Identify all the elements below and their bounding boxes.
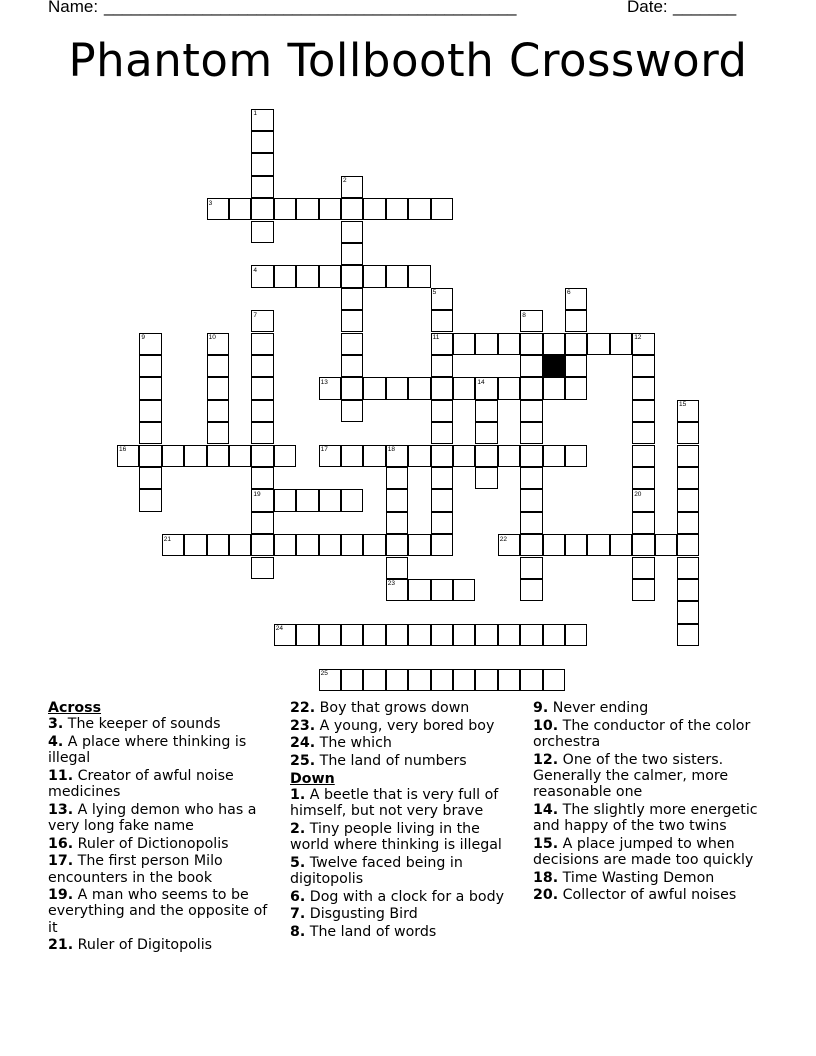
clue-text: A place jumped to when decisions are made too quickly (533, 835, 754, 868)
grid-cell[interactable] (498, 377, 520, 399)
grid-cell[interactable] (341, 445, 363, 467)
clue-number: 17. (48, 853, 74, 870)
clue-number-label: 14 (477, 378, 485, 386)
grid-cell[interactable] (632, 557, 654, 579)
clue-number: 2. (290, 820, 306, 837)
date-label: Date: (627, 0, 668, 16)
clue-number: 13. (48, 801, 74, 818)
clue-number: 25. (290, 753, 316, 770)
grid-cell[interactable] (341, 624, 363, 646)
clue-number-label: 19 (253, 490, 261, 498)
grid-cell[interactable] (632, 512, 654, 534)
clue-item (290, 821, 522, 853)
clue-item (533, 718, 773, 750)
grid-cell[interactable] (632, 534, 654, 556)
clue-number-label: 9 (141, 334, 146, 341)
clue-text: A young, very bored boy (315, 717, 495, 734)
across-clue-list-2 (290, 700, 522, 769)
grid-cell[interactable] (319, 489, 341, 511)
clue-text: Ruler of Dictionopolis (73, 835, 229, 852)
clue-number: 14. (533, 801, 559, 818)
clue-number-label: 25 (320, 670, 328, 677)
grid-cell[interactable] (431, 377, 453, 399)
grid-cell[interactable] (184, 534, 206, 556)
clue-number: 1. (290, 787, 306, 804)
name-field[interactable]: ______________________________________________ (104, 0, 516, 16)
grid-cell[interactable] (408, 445, 430, 467)
clue-item (290, 787, 522, 819)
clues-column-3 (533, 700, 773, 905)
clue-text: The conductor of the color orchestra (533, 717, 751, 750)
clue-item (533, 870, 773, 886)
grid-cell[interactable] (565, 445, 587, 467)
grid-cell[interactable] (251, 445, 273, 467)
grid-cell[interactable] (632, 467, 654, 489)
clue-text: Creator of awful noise medicines (48, 767, 234, 801)
grid-cell[interactable] (453, 333, 475, 355)
clue-number: 20. (533, 887, 559, 904)
grid-cell[interactable] (363, 198, 385, 220)
clue-item (48, 937, 280, 953)
clue-number: 6. (290, 888, 306, 905)
grid-cell[interactable] (386, 669, 408, 691)
grid-cell[interactable] (520, 669, 542, 691)
grid-cell[interactable] (207, 400, 229, 422)
grid-cell[interactable] (251, 221, 273, 243)
grid-cell[interactable] (565, 310, 587, 332)
grid-cell[interactable] (274, 265, 296, 287)
grid-cell[interactable] (363, 265, 385, 287)
grid-cell[interactable] (319, 534, 341, 556)
grid-cell[interactable] (363, 377, 385, 399)
grid-cell[interactable] (475, 669, 497, 691)
grid-cell[interactable] (431, 624, 453, 646)
grid-cell[interactable] (610, 333, 632, 355)
grid-cell[interactable] (520, 377, 542, 399)
grid-cell[interactable] (587, 534, 609, 556)
grid-cell[interactable] (453, 445, 475, 467)
name-label: Name: (48, 0, 99, 16)
grid-cell[interactable] (565, 377, 587, 399)
clue-number-label: 13 (320, 378, 328, 386)
grid-cell[interactable] (453, 624, 475, 646)
clue-number: 23. (290, 717, 316, 734)
clue-number-label: 2 (343, 177, 347, 185)
grid-cell[interactable] (386, 467, 408, 489)
grid-cell[interactable] (341, 400, 363, 422)
grid-cell[interactable] (207, 422, 229, 444)
clue-number: 4. (48, 733, 64, 750)
grid-cell[interactable] (251, 377, 273, 399)
grid-cell[interactable] (498, 445, 520, 467)
clue-number-label: 7 (253, 311, 258, 319)
grid-cell[interactable] (498, 333, 520, 355)
clue-item (48, 716, 280, 732)
grid-cell[interactable] (498, 624, 520, 646)
grid-cell[interactable] (677, 422, 699, 444)
clue-item (290, 855, 522, 887)
clue-number-label: 24 (275, 625, 284, 633)
grid-cell[interactable] (251, 512, 273, 534)
grid-cell[interactable] (386, 265, 408, 287)
clue-number-label: 6 (567, 289, 571, 297)
clue-text: Boy that grows down (315, 700, 470, 716)
grid-cell[interactable] (363, 445, 385, 467)
grid-cell[interactable] (632, 377, 654, 399)
down-clue-list-1 (290, 787, 522, 940)
grid-cell[interactable] (520, 512, 542, 534)
grid-cell[interactable] (319, 265, 341, 287)
clue-item (290, 924, 522, 940)
grid-cell[interactable] (341, 534, 363, 556)
grid-cell[interactable] (296, 198, 318, 220)
grid-cell[interactable] (677, 445, 699, 467)
grid-cell[interactable] (139, 445, 161, 467)
grid-cell[interactable] (565, 534, 587, 556)
grid-cell[interactable] (296, 534, 318, 556)
grid-cell[interactable] (251, 467, 273, 489)
black-square (543, 355, 565, 377)
clue-text: One of the two sisters. Generally the calmer, more reasonable one (533, 751, 729, 801)
clue-number: 18. (533, 869, 559, 886)
grid-cell[interactable] (229, 445, 251, 467)
clue-text: Collector of awful noises (558, 887, 737, 904)
grid-cell[interactable] (207, 355, 229, 377)
clue-number-label: 3 (208, 199, 213, 207)
grid-cell[interactable] (341, 310, 363, 332)
clue-item (290, 700, 522, 716)
clue-text: A place where thinking is illegal (48, 733, 247, 767)
grid-cell[interactable] (139, 355, 161, 377)
grid-cell[interactable] (386, 489, 408, 511)
clue-number: 16. (48, 835, 74, 852)
grid-cell[interactable] (251, 355, 273, 377)
grid-cell[interactable] (520, 355, 542, 377)
grid-cell[interactable] (408, 198, 430, 220)
grid-cell[interactable] (677, 467, 699, 489)
clue-number-label: 22 (499, 535, 508, 543)
clue-item (290, 753, 522, 769)
grid-cell[interactable] (431, 579, 453, 601)
grid-cell[interactable] (139, 489, 161, 511)
grid-cell[interactable] (341, 243, 363, 265)
clue-text: The keeper of sounds (63, 716, 221, 733)
grid-cell[interactable] (520, 534, 542, 556)
grid-cell[interactable] (565, 333, 587, 355)
clue-number-label: 11 (432, 334, 440, 341)
clue-item (533, 887, 773, 903)
grid-cell[interactable] (296, 624, 318, 646)
clue-number: 9. (533, 700, 549, 716)
clue-number-label: 1 (253, 110, 258, 117)
grid-cell[interactable] (498, 669, 520, 691)
grid-cell[interactable] (632, 422, 654, 444)
grid-cell[interactable] (431, 445, 453, 467)
grid-cell[interactable] (251, 176, 273, 198)
clue-number: 19. (48, 887, 74, 904)
grid-cell[interactable] (453, 669, 475, 691)
grid-cell[interactable] (520, 579, 542, 601)
grid-cell[interactable] (475, 422, 497, 444)
grid-cell[interactable] (274, 445, 296, 467)
grid-cell[interactable] (341, 288, 363, 310)
grid-cell[interactable] (251, 422, 273, 444)
grid-cell[interactable] (475, 445, 497, 467)
clue-item (290, 735, 522, 751)
clue-number: 8. (290, 924, 306, 941)
grid-cell[interactable] (251, 400, 273, 422)
grid-cell[interactable] (363, 669, 385, 691)
clue-text: Tiny people living in the world where thinking is illegal (290, 820, 502, 854)
grid-cell[interactable] (431, 355, 453, 377)
clue-number: 22. (290, 700, 316, 716)
grid-cell[interactable] (453, 377, 475, 399)
worksheet-header (48, 0, 788, 17)
grid-cell[interactable] (363, 624, 385, 646)
grid-cell[interactable] (162, 445, 184, 467)
clue-item (290, 906, 522, 922)
grid-cell[interactable] (632, 579, 654, 601)
grid-cell[interactable] (207, 445, 229, 467)
grid-cell[interactable] (543, 669, 565, 691)
grid-cell[interactable] (408, 534, 430, 556)
grid-cell[interactable] (677, 489, 699, 511)
grid-cell[interactable] (184, 445, 206, 467)
clue-item (533, 700, 773, 716)
clue-number: 5. (290, 854, 306, 871)
grid-cell[interactable] (139, 422, 161, 444)
down-heading: Down (290, 770, 335, 787)
grid-cell[interactable] (251, 333, 273, 355)
clue-number-label: 15 (679, 401, 687, 409)
clue-text: Never ending (548, 700, 649, 716)
grid-cell[interactable] (520, 624, 542, 646)
grid-cell[interactable] (610, 534, 632, 556)
clue-text: The land of words (305, 924, 437, 941)
grid-cell[interactable] (363, 534, 385, 556)
grid-cell[interactable] (296, 265, 318, 287)
grid-cell[interactable] (677, 579, 699, 601)
grid-cell[interactable] (139, 400, 161, 422)
grid-cell[interactable] (319, 198, 341, 220)
clue-item (48, 768, 280, 800)
grid-cell[interactable] (251, 198, 273, 220)
grid-cell[interactable] (475, 624, 497, 646)
grid-cell[interactable] (565, 624, 587, 646)
clue-text: A beetle that is very full of himself, but not very brave (290, 787, 499, 820)
grid-cell[interactable] (520, 489, 542, 511)
across-heading: Across (48, 700, 102, 716)
grid-cell[interactable] (431, 400, 453, 422)
page-title: Phantom Tollbooth Crossword (68, 34, 748, 87)
clue-item (533, 836, 773, 868)
clue-text: Twelve faced being in digitopolis (290, 854, 463, 888)
clue-number-label: 21 (163, 535, 172, 543)
grid-cell[interactable] (341, 333, 363, 355)
clue-number: 21. (48, 937, 74, 954)
grid-cell[interactable] (520, 422, 542, 444)
grid-cell[interactable] (431, 669, 453, 691)
clue-text: The first person Milo encounters in the book (48, 853, 223, 886)
grid-cell[interactable] (431, 534, 453, 556)
grid-cell[interactable] (475, 333, 497, 355)
clue-text: A lying demon who has a very long fake name (48, 801, 257, 834)
across-clue-list-1 (48, 716, 280, 953)
clue-item (48, 836, 280, 852)
clue-text: Time Wasting Demon (558, 869, 715, 886)
grid-cell[interactable] (207, 534, 229, 556)
grid-cell[interactable] (587, 333, 609, 355)
grid-cell[interactable] (677, 557, 699, 579)
grid-cell[interactable] (139, 377, 161, 399)
grid-cell[interactable] (543, 445, 565, 467)
clue-number: 10. (533, 717, 559, 734)
grid-cell[interactable] (431, 489, 453, 511)
grid-cell[interactable] (632, 445, 654, 467)
grid-cell[interactable] (677, 624, 699, 646)
grid-cell[interactable] (207, 377, 229, 399)
date-field[interactable]: _______ (673, 0, 736, 16)
clue-number: 7. (290, 906, 306, 923)
grid-cell[interactable] (386, 198, 408, 220)
grid-cell[interactable] (274, 534, 296, 556)
grid-cell[interactable] (386, 512, 408, 534)
clue-item (48, 734, 280, 766)
grid-cell[interactable] (341, 669, 363, 691)
grid-cell[interactable] (251, 131, 273, 153)
down-clue-list-2 (533, 700, 773, 903)
grid-cell[interactable] (341, 355, 363, 377)
grid-cell[interactable] (632, 400, 654, 422)
clue-number: 11. (48, 767, 74, 784)
grid-cell[interactable] (408, 669, 430, 691)
grid-cell[interactable] (632, 355, 654, 377)
grid-cell[interactable] (341, 221, 363, 243)
clue-item (290, 718, 522, 734)
grid-cell[interactable] (408, 265, 430, 287)
grid-cell[interactable] (341, 265, 363, 287)
clue-item (48, 802, 280, 834)
grid-cell[interactable] (565, 355, 587, 377)
clue-text: The slightly more energetic and happy of the two twins (533, 801, 758, 834)
grid-cell[interactable] (341, 198, 363, 220)
grid-cell[interactable] (475, 467, 497, 489)
clue-number: 15. (533, 835, 559, 852)
grid-cell[interactable] (453, 579, 475, 601)
grid-cell[interactable] (520, 467, 542, 489)
clue-item (48, 853, 280, 885)
grid-cell[interactable] (386, 557, 408, 579)
clue-number-label: 23 (387, 580, 396, 588)
grid-cell[interactable] (408, 624, 430, 646)
clue-number-label: 10 (208, 334, 216, 341)
grid-cell[interactable] (139, 467, 161, 489)
grid-cell[interactable] (655, 534, 677, 556)
clue-number-label: 12 (634, 334, 642, 341)
grid-cell[interactable] (520, 557, 542, 579)
clue-number: 24. (290, 735, 316, 752)
clue-text: Dog with a clock for a body (305, 888, 504, 905)
grid-cell[interactable] (319, 624, 341, 646)
grid-cell[interactable] (431, 198, 453, 220)
grid-cell[interactable] (229, 534, 251, 556)
grid-cell[interactable] (520, 400, 542, 422)
grid-cell[interactable] (274, 198, 296, 220)
clue-number-label: 8 (522, 311, 526, 319)
clue-text: The which (315, 735, 392, 752)
grid-cell[interactable] (341, 377, 363, 399)
grid-cell[interactable] (431, 512, 453, 534)
clues-column-1 (48, 700, 280, 955)
grid-cell[interactable] (431, 422, 453, 444)
clue-item (290, 889, 522, 905)
grid-cell[interactable] (251, 153, 273, 175)
clue-item (48, 887, 280, 936)
clue-number: 3. (48, 716, 64, 733)
clue-number: 12. (533, 751, 559, 768)
clue-number-label: 5 (432, 289, 437, 297)
clue-item (533, 802, 773, 834)
clue-number-label: 4 (253, 266, 258, 274)
grid-cell[interactable] (677, 601, 699, 623)
grid-cell[interactable] (677, 534, 699, 556)
grid-cell[interactable] (408, 579, 430, 601)
grid-cell[interactable] (431, 467, 453, 489)
grid-cell[interactable] (274, 489, 296, 511)
grid-cell[interactable] (543, 333, 565, 355)
grid-cell[interactable] (520, 333, 542, 355)
clue-item (533, 752, 773, 801)
grid-cell[interactable] (475, 400, 497, 422)
grid-cell[interactable] (543, 624, 565, 646)
grid-cell[interactable] (520, 445, 542, 467)
clues-column-2 (290, 700, 522, 942)
clue-text: Disgusting Bird (305, 906, 418, 923)
clue-number-label: 16 (119, 446, 127, 453)
grid-cell[interactable] (341, 489, 363, 511)
grid-cell[interactable] (543, 377, 565, 399)
grid-cell[interactable] (431, 310, 453, 332)
clue-number-label: 17 (320, 446, 328, 453)
grid-cell[interactable] (251, 557, 273, 579)
grid-cell[interactable] (251, 534, 273, 556)
clue-number-label: 18 (387, 446, 396, 453)
clue-text: The land of numbers (315, 753, 467, 770)
clue-number-label: 20 (634, 490, 642, 498)
grid-cell[interactable] (229, 198, 251, 220)
grid-cell[interactable] (677, 512, 699, 534)
grid-cell[interactable] (386, 534, 408, 556)
grid-cell[interactable] (386, 624, 408, 646)
grid-cell[interactable] (408, 377, 430, 399)
clue-text: Ruler of Digitopolis (73, 937, 213, 954)
grid-cell[interactable] (386, 377, 408, 399)
grid-cell[interactable] (543, 534, 565, 556)
clue-text: A man who seems to be everything and the opposite of it (48, 887, 268, 936)
grid-cell[interactable] (296, 489, 318, 511)
